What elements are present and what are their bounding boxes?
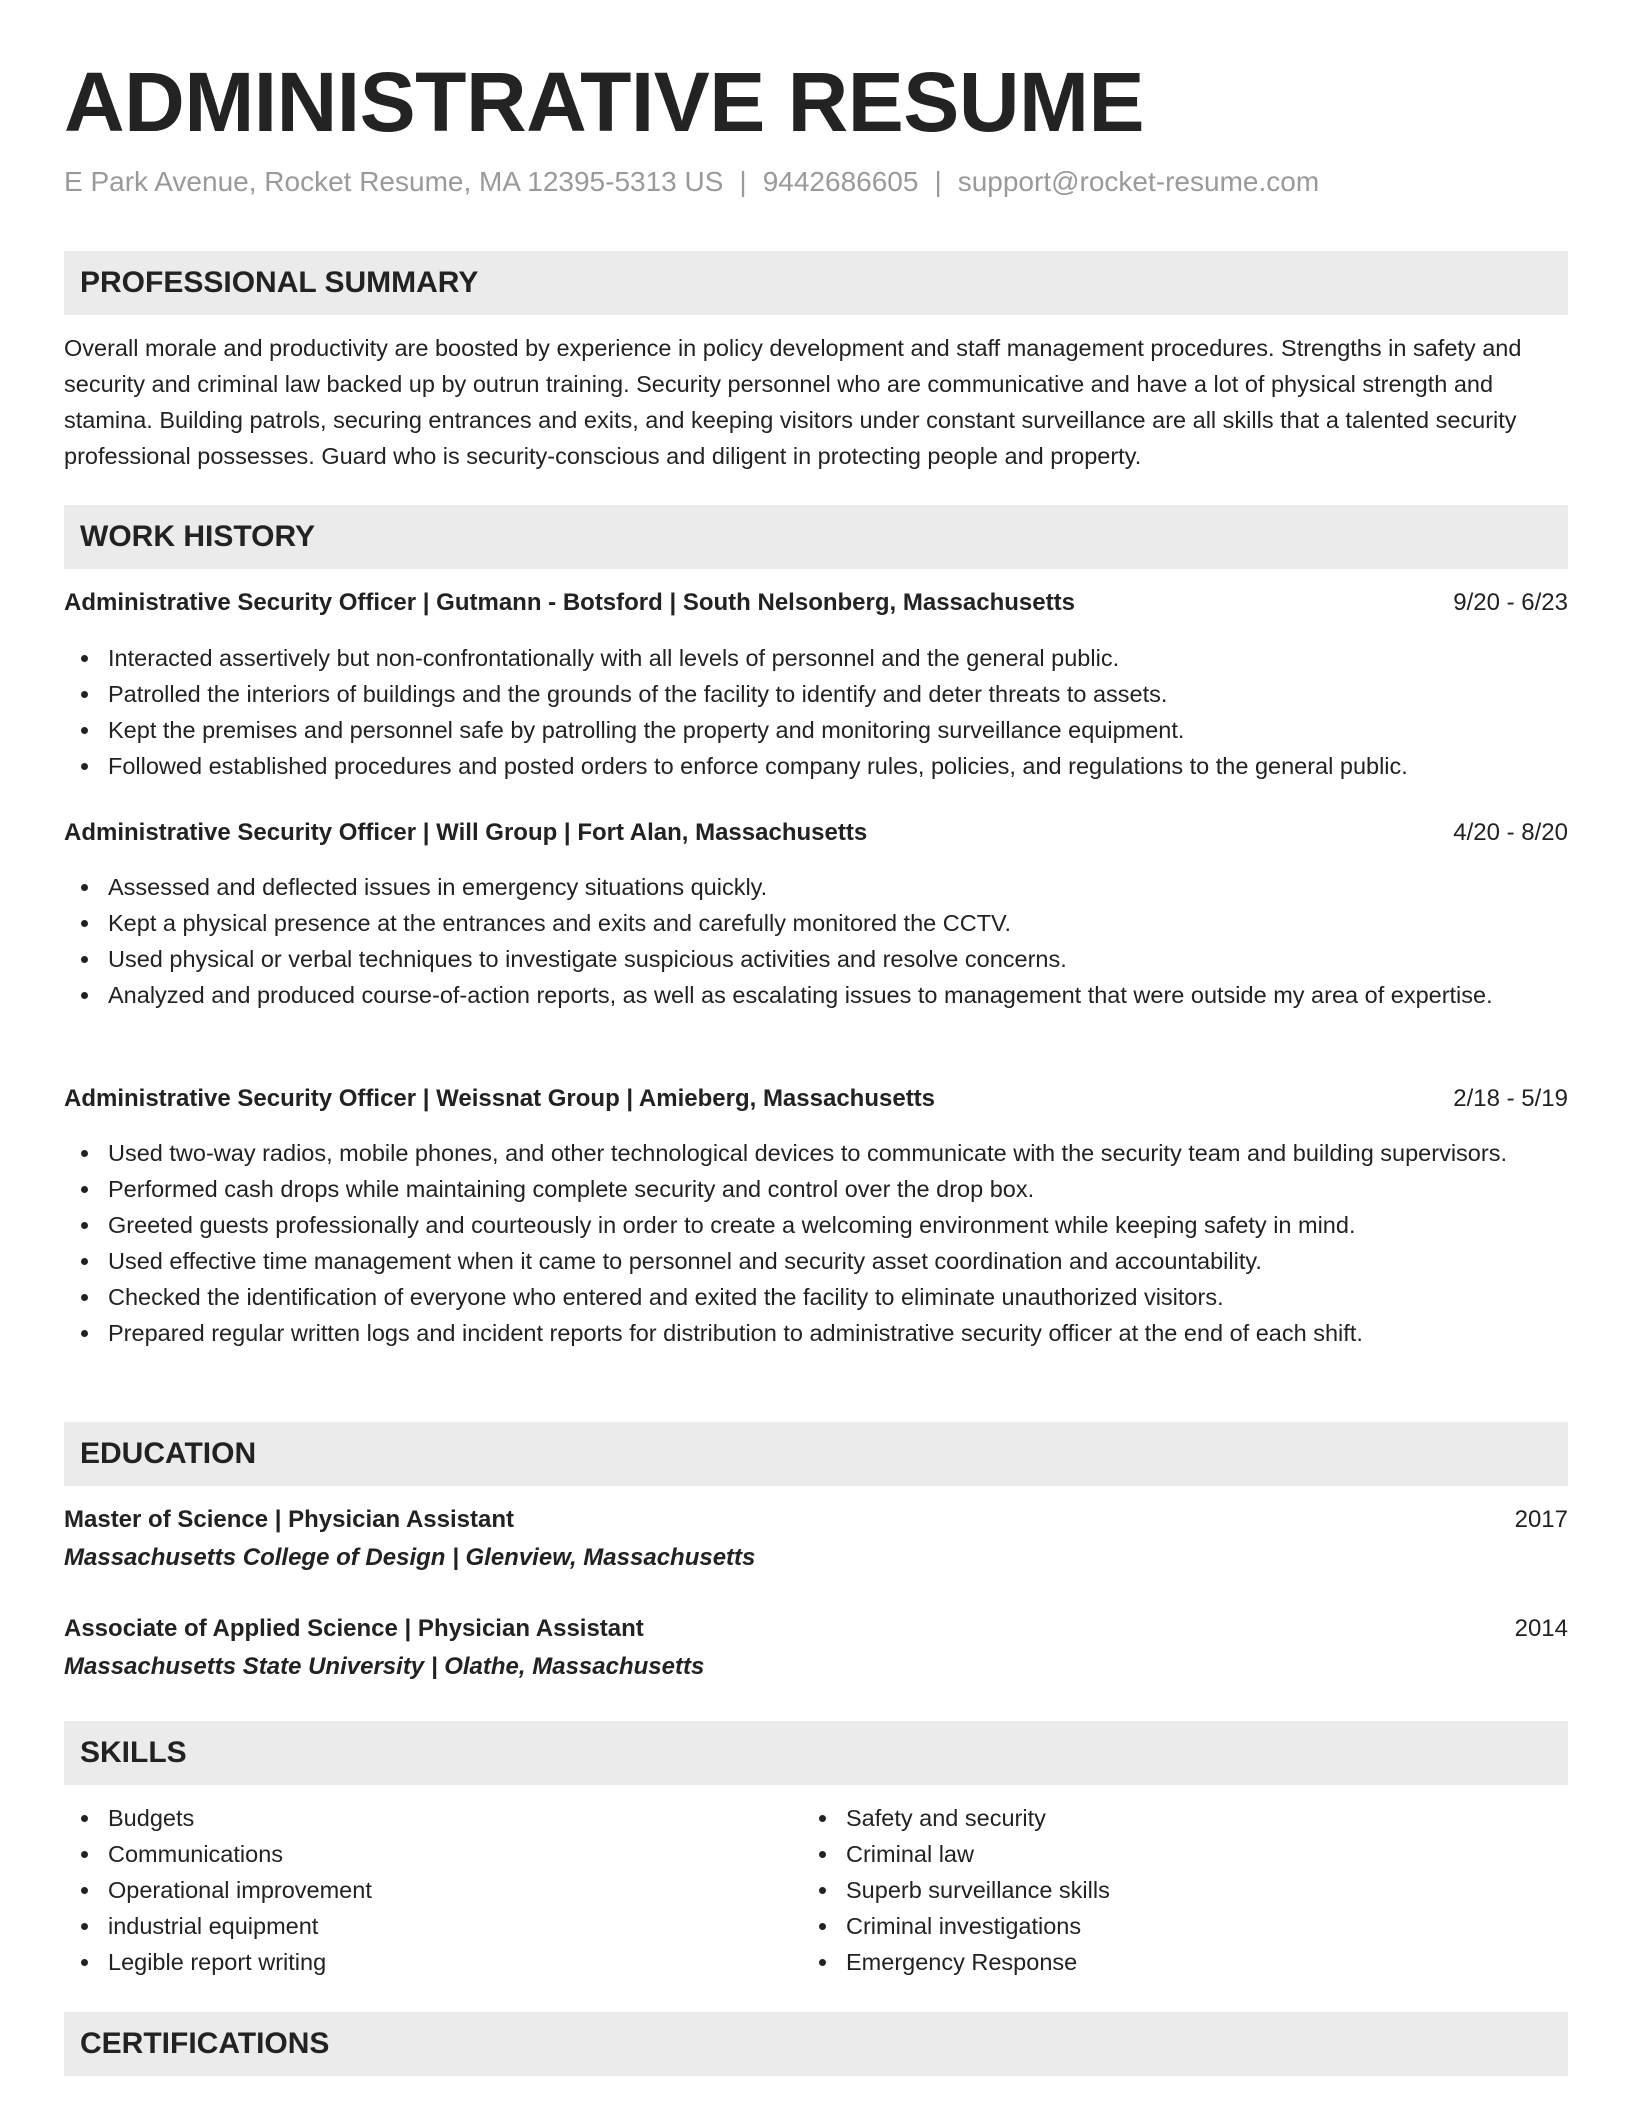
job-title: Administrative Security Officer | Gutmann - Botsford | South Nelsonberg, Massachusetts bbox=[64, 589, 1075, 616]
list-item: Greeted guests professionally and courteously in order to create a welcoming environment while keeping safety in mind. bbox=[64, 1207, 1568, 1243]
resume-name: ADMINISTRATIVE RESUME bbox=[64, 55, 1144, 149]
education-school: Massachusetts College of Design | Glenview, Massachusetts bbox=[64, 1544, 756, 1571]
list-item: Used physical or verbal techniques to investigate suspicious activities and resolve concerns. bbox=[64, 941, 1568, 977]
section-skills bbox=[64, 1721, 1568, 1785]
education-degree: Master of Science | Physician Assistant bbox=[64, 1506, 514, 1533]
skill-item: industrial equipment bbox=[64, 1908, 764, 1944]
list-item: Used two-way radios, mobile phones, and other technological devices to communicate with the security team and building supervisors. bbox=[64, 1135, 1568, 1171]
list-item: Prepared regular written logs and incident reports for distribution to administrative security officer at the end of each shift. bbox=[64, 1315, 1568, 1351]
section-professional-summary bbox=[64, 251, 1568, 315]
section-heading: PROFESSIONAL SUMMARY bbox=[80, 266, 479, 299]
skill-item: Superb surveillance skills bbox=[802, 1872, 1502, 1908]
job-bullets bbox=[64, 869, 1568, 1013]
section-heading: EDUCATION bbox=[80, 1437, 257, 1470]
contact-address: E Park Avenue, Rocket Resume, MA 12395-5313 US bbox=[64, 166, 724, 197]
job-dates: 4/20 - 8/20 bbox=[1453, 819, 1568, 846]
education-degree: Associate of Applied Science | Physician Assistant bbox=[64, 1615, 644, 1642]
education-header bbox=[64, 1611, 1568, 1647]
list-item: Checked the identification of everyone who entered and exited the facility to eliminate unauthorized visitors. bbox=[64, 1279, 1568, 1315]
job-title: Administrative Security Officer | Weissnat Group | Amieberg, Massachusetts bbox=[64, 1085, 936, 1112]
job-header bbox=[64, 585, 1568, 621]
job-title: Administrative Security Officer | Will Group | Fort Alan, Massachusetts bbox=[64, 819, 868, 846]
education-year: 2014 bbox=[1514, 1615, 1568, 1642]
job-dates: 9/20 - 6/23 bbox=[1453, 589, 1568, 616]
section-certifications bbox=[64, 2012, 1568, 2076]
skill-item: Criminal law bbox=[802, 1836, 1502, 1872]
section-work-history bbox=[64, 505, 1568, 569]
section-education bbox=[64, 1422, 1568, 1486]
skills-list-right bbox=[802, 1800, 1502, 1980]
skill-item: Safety and security bbox=[802, 1800, 1502, 1836]
skill-item: Communications bbox=[64, 1836, 764, 1872]
list-item: Kept a physical presence at the entrances and exits and carefully monitored the CCTV. bbox=[64, 905, 1568, 941]
contact-separator: | bbox=[934, 166, 942, 197]
education-header bbox=[64, 1502, 1568, 1538]
section-heading: CERTIFICATIONS bbox=[80, 2027, 330, 2060]
section-heading: WORK HISTORY bbox=[80, 520, 316, 553]
skill-item: Budgets bbox=[64, 1800, 764, 1836]
list-item: Kept the premises and personnel safe by patrolling the property and monitoring surveillance equipment. bbox=[64, 712, 1568, 748]
skill-item: Legible report writing bbox=[64, 1944, 764, 1980]
skill-item: Operational improvement bbox=[64, 1872, 764, 1908]
summary-text: Overall morale and productivity are boosted by experience in policy development and staff management procedures. Strengths in safety and security and criminal law backed up by outrun training. Security personnel who are communicative and have a lot of physical strength and stamina. Building patrols, securing entrances and exits, and keeping visitors under constant surveillance are all skills that a talented security professional possesses. Guard who is security-conscious and diligent in protecting people and property. bbox=[64, 335, 1522, 469]
list-item: Performed cash drops while maintaining complete security and control over the drop box. bbox=[64, 1171, 1568, 1207]
job-bullets bbox=[64, 1135, 1568, 1351]
list-item: Assessed and deflected issues in emergency situations quickly. bbox=[64, 869, 1568, 905]
job-header bbox=[64, 815, 1568, 851]
list-item: Patrolled the interiors of buildings and the grounds of the facility to identify and deter threats to assets. bbox=[64, 676, 1568, 712]
education-school: Massachusetts State University | Olathe, Massachusetts bbox=[64, 1653, 705, 1680]
skills-list-left bbox=[64, 1800, 764, 1980]
skill-item: Criminal investigations bbox=[802, 1908, 1502, 1944]
contact-phone: 9442686605 bbox=[762, 166, 919, 197]
section-heading: SKILLS bbox=[80, 1736, 187, 1769]
education-school-row bbox=[64, 1540, 1568, 1576]
job-bullets bbox=[64, 640, 1568, 784]
contact-email: support@rocket-resume.com bbox=[957, 166, 1320, 197]
list-item: Interacted assertively but non-confrontationally with all levels of personnel and the general public. bbox=[64, 640, 1568, 676]
list-item: Followed established procedures and posted orders to enforce company rules, policies, and regulations to the general public. bbox=[64, 748, 1568, 784]
skill-item: Emergency Response bbox=[802, 1944, 1502, 1980]
list-item: Analyzed and produced course-of-action reports, as well as escalating issues to management that were outside my area of expertise. bbox=[64, 977, 1568, 1013]
contact-line bbox=[64, 166, 1319, 198]
education-year: 2017 bbox=[1514, 1506, 1568, 1533]
list-item: Used effective time management when it came to personnel and security asset coordination and accountability. bbox=[64, 1243, 1568, 1279]
contact-separator: | bbox=[739, 166, 747, 197]
job-dates: 2/18 - 5/19 bbox=[1453, 1085, 1568, 1112]
job-header bbox=[64, 1081, 1568, 1117]
education-school-row bbox=[64, 1649, 1568, 1685]
